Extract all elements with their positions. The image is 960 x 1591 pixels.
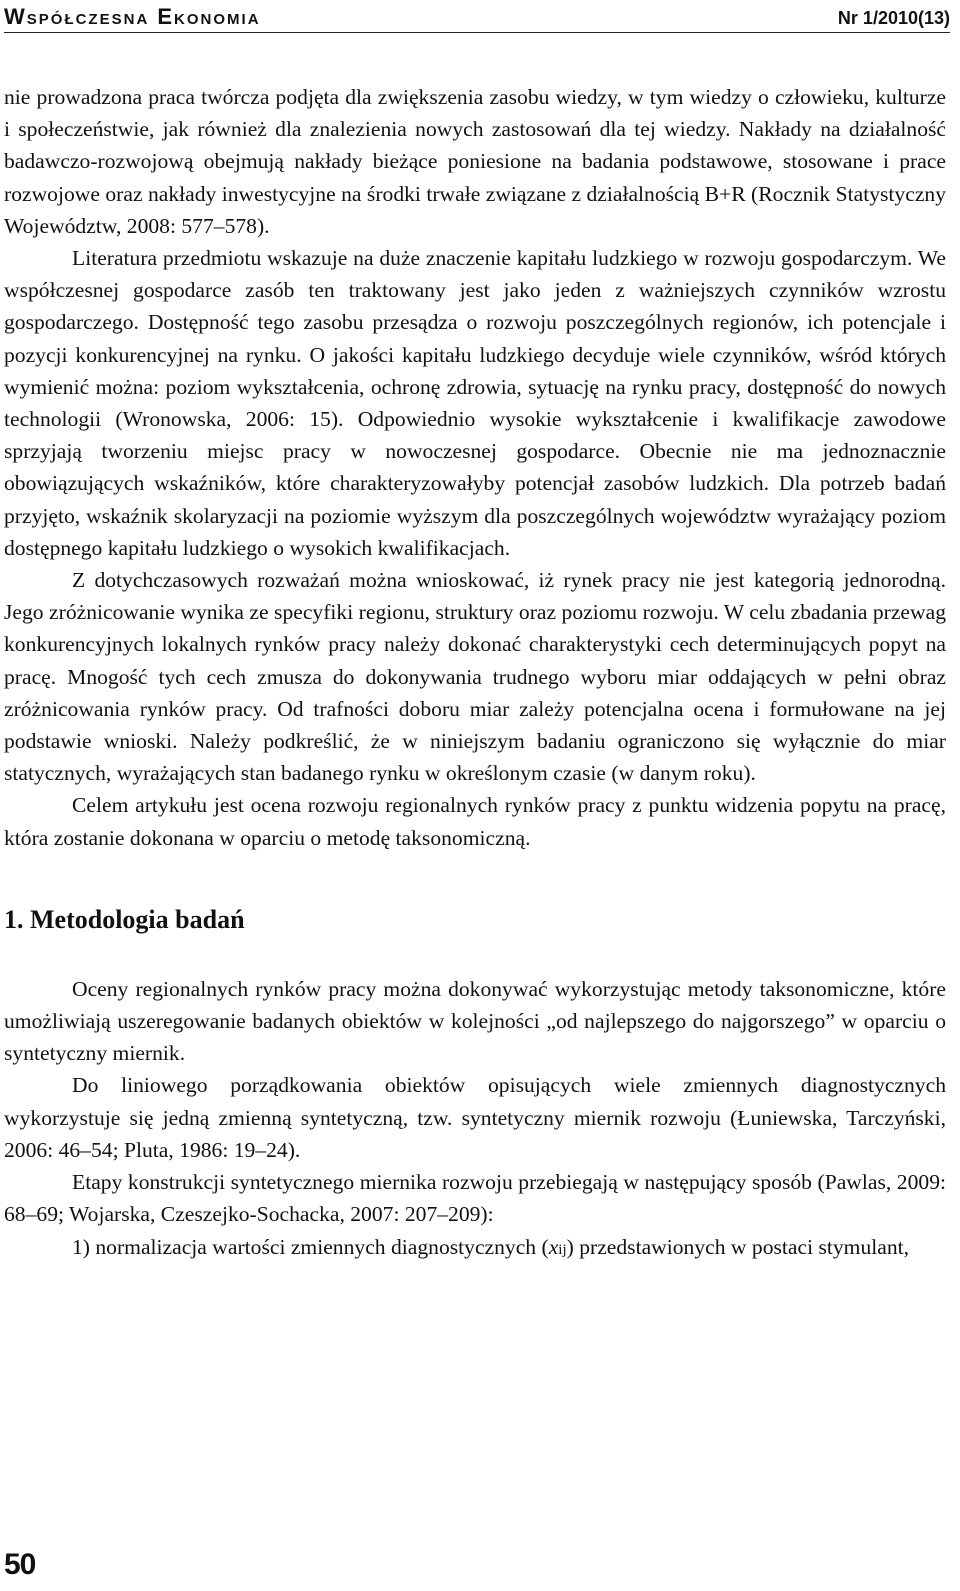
article-body [4,81,946,1266]
list-item-text-end: ) przedstawionych w postaci stymulant, [566,1234,910,1259]
paragraph-continuation: nie prowadzona praca twórcza podjęta dla zwiększenia zasobu wiedzy, w tym wiedzy o człowieku, kulturze i społeczeństwie, jak również dla znalezienia nowych zastosowań dla tej wiedzy. Nakłady na działalność badawczo-rozwojową obejmują nakłady bieżące poniesione na badania podstawowe, stosowane i prace rozwojowe oraz nakłady inwestycyjne na środki trwałe związane z działalnością B+R (Rocznik Statystyczny Województw, 2008: 577–578). [4,85,946,238]
paragraph-labour-market: Z dotychczasowych rozważań można wnioskować, iż rynek pracy nie jest kategorią jednorodną. Jego zróżnicowanie wynika ze specyfiki regionu, struktury oraz poziomu rozwoju. W celu zbadania przewag konkurencyjnych lokalnych rynków pracy należy dokonać charakterystyki cech determinujących popyt na pracę. Mnogość tych cech zmusza do dokonywania trudnego wyboru miar oddających w pełni obraz zróżnicowania rynków pracy. Od trafności doboru miar zależy potencjalna ocena i formułowane na jej podstawie wnioski. Należy podkreślić, że w niniejszym badaniu ograniczono się wyłącznie do miar statycznych, wyrażających stan badanego rynku w określonym czasie (w danym roku). [4,568,946,786]
paragraph-human-capital: Literatura przedmiotu wskazuje na duże znaczenie kapitału ludzkiego w rozwoju gospodarczym. We współczesnej gospodarce zasób ten traktowany jest jako jeden z ważniejszych czynników wzrostu gospodarczego. Dostępność tego zasobu przesądza o rozwoju poszczególnych regionów, ich potencjale i pozycji konkurencyjnej na rynku. O jakości kapitału ludzkiego decyduje wiele czynników, wśród których wymienić można: poziom wykształcenia, ochronę zdrowia, sytuację na rynku pracy, dostępność do nowych technologii (Wronowska, 2006: 15). Odpowiednio wysokie wykształcenie i kwalifikacje zawodowe sprzyjają tworzeniu miejsc pracy w nowoczesnej gospodarce. Obecnie nie ma jednoznacznie obowiązujących wskaźników, które charakteryzowałyby potencjał zasobów ludzkich. Dla potrzeb badań przyjęto, wskaźnik skolaryzacji na poziomie wyższym dla poszczególnych województw wyrażający poziom dostępnego kapitału ludzkiego o wysokich kwalifikacjach. [4,246,946,560]
variable-subscript: ij [558,1241,567,1258]
page-number: 50 [4,1548,36,1581]
running-header [4,2,950,33]
paragraph-article-aim: Celem artykułu jest ocena rozwoju regionalnych rynków pracy z punktu widzenia popytu na pracę, która zostanie dokonana w oparciu o metodę taksonomiczną. [4,793,946,850]
variable-x: x [548,1234,559,1259]
paragraph-taxonomic-methods: Oceny regionalnych rynków pracy można dokonywać wykorzystując metody taksonomiczne, które umożliwiają uszeregowanie badanych obiektów w kolejności „od najlepszego do najgorszego” w oparciu o syntetyczny miernik. [4,976,946,1066]
issue-number: Nr 1/2010(13) [837,8,950,28]
list-item [4,1231,946,1266]
section-heading: 1. Metodologia badań [4,904,245,934]
journal-title: Współczesna Ekonomia [4,4,261,29]
paragraph-linear-ordering: Do liniowego porządkowania obiektów opisujących wiele zmiennych diagnostycznych wykorzystuje się jedną zmienną syntetyczną, tzw. syntetyczny miernik rozwoju (Łuniewska, Tarczyński, 2006: 46–54; Pluta, 1986: 19–24). [4,1073,946,1162]
list-item-text-start: 1) normalizacja wartości zmiennych diagnostycznych ( [72,1234,549,1259]
paragraph-construction-stages: Etapy konstrukcji syntetycznego miernika rozwoju przebiegają w następujący sposób (Pawlas, 2009: 68–69; Wojarska, Czeszejko-Sochacka, 2007: 207–209): [4,1170,946,1227]
